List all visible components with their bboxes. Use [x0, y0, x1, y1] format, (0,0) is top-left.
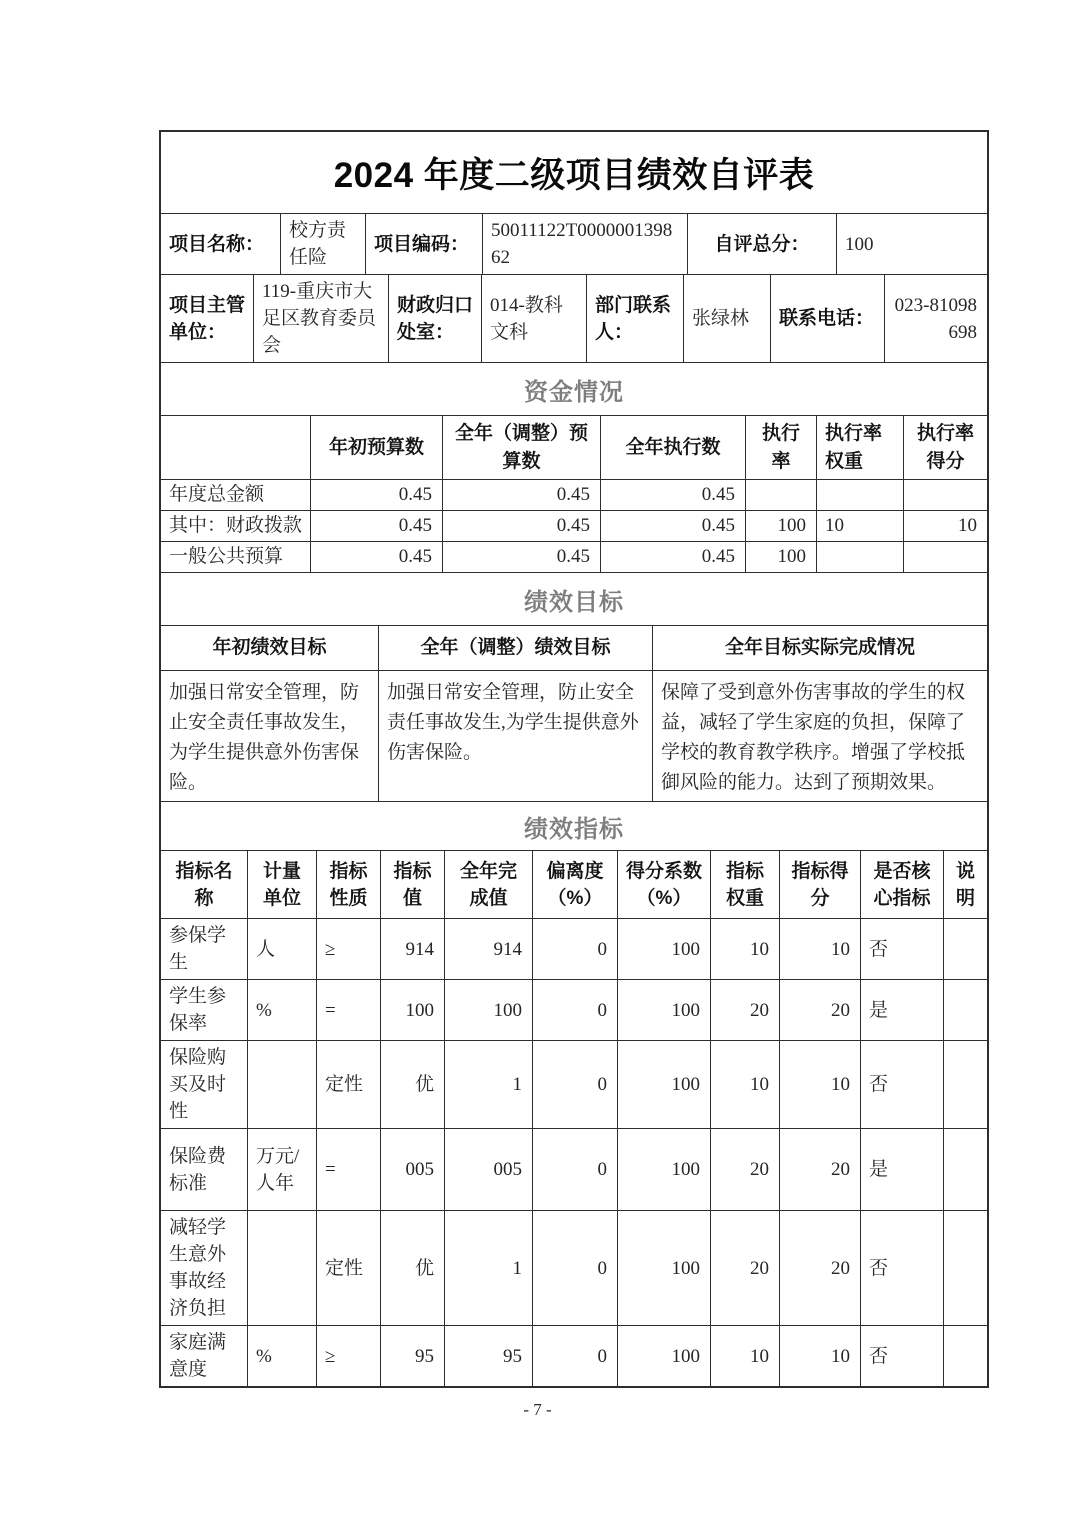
data-cell: 100 [618, 1211, 711, 1325]
col-header-cell: 是否核心指标 [861, 851, 944, 918]
indicator-name-cell: 保险费标准 [161, 1129, 248, 1210]
data-cell: 0 [533, 980, 618, 1040]
info-row-1 [161, 214, 987, 275]
label-cell-contact-person: 部门联系人： [587, 275, 684, 362]
label-cell-project-name: 项目名称： [161, 214, 281, 274]
data-cell [944, 1041, 987, 1128]
col-header-cell: 执行率权重 [817, 416, 904, 479]
data-cell: 10 [817, 511, 904, 541]
goal-text-actual: 保障了受到意外伤害事故的学生的权益，减轻了学生家庭的负担，保障了学校的教育教学秩序。增强了学校抵御风险的能力。达到了预期效果。 [661, 682, 966, 793]
data-cell: 100 [618, 1129, 711, 1210]
col-header-cell: 年初预算数 [311, 416, 443, 479]
label-cell-project-code: 项目编码： [366, 214, 483, 274]
section-title-funds: 资金情况 [524, 378, 624, 406]
data-cell: 优 [381, 1211, 445, 1325]
indicator-name-cell: 保险购买及时性 [161, 1041, 248, 1128]
indicator-row [161, 1129, 987, 1211]
data-cell: 10 [780, 1041, 861, 1128]
col-header-cell: 指标权重 [711, 851, 780, 918]
data-cell: 定性 [317, 1041, 381, 1128]
data-cell: 否 [861, 1326, 944, 1386]
col-header-cell: 全年完成值 [445, 851, 533, 918]
data-cell: 1 [445, 1041, 533, 1128]
data-cell [944, 1129, 987, 1210]
data-cell [248, 1041, 317, 1128]
data-cell: 0 [533, 1326, 618, 1386]
data-cell [904, 542, 987, 572]
value-cell-project-code: 50011122T000000139862 [483, 214, 688, 274]
row-label-cell: 其中：财政拨款 [161, 511, 311, 541]
data-cell [817, 480, 904, 510]
data-cell: 万元/人年 [248, 1129, 317, 1210]
funds-row-public-budget [161, 542, 987, 573]
col-header-cell: 全年执行数 [601, 416, 746, 479]
data-cell: 10 [958, 515, 977, 536]
data-cell: = [317, 980, 381, 1040]
data-cell: 0.45 [311, 480, 443, 510]
data-cell: 914 [445, 919, 533, 979]
value-cell-supervisor-unit: 119-重庆市大足区教育委员会 [254, 275, 389, 362]
col-header-cell: 指标名称 [161, 851, 248, 918]
value-cell-project-name: 校方责任险 [281, 214, 366, 274]
indicator-row [161, 919, 987, 980]
label-cell-finance-office: 财政归口处室： [389, 275, 482, 362]
data-cell: 10 [711, 1041, 780, 1128]
value-cell-contact-person: 张绿林 [684, 275, 771, 362]
label-cell-self-score: 自评总分： [688, 214, 837, 274]
data-cell: 100 [381, 980, 445, 1040]
data-cell: 1 [445, 1211, 533, 1325]
data-cell: 100 [618, 980, 711, 1040]
data-cell: % [248, 1326, 317, 1386]
indicator-name-cell: 参保学生 [161, 919, 248, 979]
data-cell: 95 [381, 1326, 445, 1386]
data-cell: 10 [780, 919, 861, 979]
info-row-2 [161, 275, 987, 363]
data-cell: 是 [861, 980, 944, 1040]
data-cell: 否 [861, 919, 944, 979]
data-cell: 0 [533, 919, 618, 979]
row-label-cell: 年度总金额 [161, 480, 311, 510]
col-header-cell: 偏离度（%） [533, 851, 618, 918]
data-cell: 100 [746, 511, 817, 541]
indicator-row [161, 1326, 987, 1386]
goal-text-adjusted: 加强日常安全管理，防止安全责任事故发生,为学生提供意外伤害保险。 [379, 671, 653, 801]
section-band-goals [161, 573, 987, 626]
data-cell [944, 919, 987, 979]
data-cell [746, 480, 817, 510]
col-header-cell [161, 416, 311, 479]
data-cell: 0 [533, 1129, 618, 1210]
label-cell-supervisor-unit: 项目主管单位： [161, 275, 254, 362]
value-cell-phone: 023-81098698 [894, 294, 977, 343]
funds-row-fiscal [161, 511, 987, 542]
page-number: - 7 - [523, 1400, 552, 1419]
col-header-cell: 计量单位 [248, 851, 317, 918]
data-cell: 0.45 [601, 480, 746, 510]
data-cell: 0.45 [601, 542, 746, 572]
section-band-indicators [161, 802, 987, 851]
data-cell: 0.45 [311, 511, 443, 541]
data-cell: 是 [861, 1129, 944, 1210]
data-cell: 0.45 [311, 542, 443, 572]
title-row [161, 132, 987, 214]
col-header-cell: 指标性质 [317, 851, 381, 918]
data-cell [944, 1326, 987, 1386]
data-cell: 20 [711, 1211, 780, 1325]
indicator-row [161, 1211, 987, 1326]
value-cell-finance-office: 014-教科文科 [482, 275, 587, 362]
col-header-cell: 全年（调整）预算数 [443, 416, 601, 479]
goal-text-initial: 加强日常安全管理，防止安全责任事故发生，为学生提供意外伤害保险。 [161, 671, 379, 801]
data-cell: 优 [381, 1041, 445, 1128]
col-header-cell: 全年（调整）绩效目标 [379, 626, 653, 670]
data-cell: 0.45 [443, 480, 601, 510]
funds-header-row [161, 416, 987, 480]
form-title: 2024 年度二级项目绩效自评表 [333, 155, 815, 195]
col-header-cell: 全年目标实际完成情况 [724, 637, 915, 658]
goals-header-row [161, 626, 987, 671]
section-band-funds [161, 363, 987, 416]
data-cell: 0.45 [443, 511, 601, 541]
col-header-cell: 指标得分 [780, 851, 861, 918]
col-header-cell: 指标值 [381, 851, 445, 918]
data-cell [944, 980, 987, 1040]
section-title-indicators: 绩效指标 [524, 815, 624, 843]
col-header-cell: 得分系数（%） [618, 851, 711, 918]
data-cell: 20 [780, 1129, 861, 1210]
data-cell: 100 [618, 1326, 711, 1386]
data-cell: 否 [861, 1211, 944, 1325]
data-cell: 10 [711, 1326, 780, 1386]
value-cell-self-score: 100 [845, 233, 874, 255]
section-title-goals: 绩效目标 [524, 588, 624, 616]
evaluation-table [159, 130, 989, 1388]
indicator-name-cell: 减轻学生意外事故经济负担 [161, 1211, 248, 1325]
data-cell: 0.45 [443, 542, 601, 572]
data-cell: ≥ [317, 1326, 381, 1386]
indicator-row [161, 980, 987, 1041]
data-cell: 100 [746, 542, 817, 572]
indicator-row [161, 1041, 987, 1129]
data-cell: 20 [711, 1129, 780, 1210]
data-cell: 0 [533, 1211, 618, 1325]
data-cell: = [317, 1129, 381, 1210]
data-cell: 10 [711, 919, 780, 979]
col-header-cell: 说明 [955, 860, 975, 909]
data-cell: ≥ [317, 919, 381, 979]
data-cell: 0 [533, 1041, 618, 1128]
data-cell: 100 [445, 980, 533, 1040]
data-cell: 定性 [317, 1211, 381, 1325]
data-cell: 100 [618, 1041, 711, 1128]
goals-content-row [161, 671, 987, 802]
data-cell [904, 480, 987, 510]
data-cell: 0.45 [601, 511, 746, 541]
data-cell [944, 1211, 987, 1325]
data-cell [248, 1211, 317, 1325]
funds-row-total [161, 480, 987, 511]
data-cell: 005 [445, 1129, 533, 1210]
indicators-header-row [161, 851, 987, 919]
data-cell: 20 [780, 1211, 861, 1325]
col-header-cell: 执行率得分 [916, 422, 974, 472]
col-header-cell: 执行率 [746, 416, 817, 479]
data-cell: 否 [861, 1041, 944, 1128]
data-cell: 100 [618, 919, 711, 979]
col-header-cell: 年初绩效目标 [161, 626, 379, 670]
data-cell: 20 [780, 980, 861, 1040]
data-cell: 人 [248, 919, 317, 979]
data-cell: % [248, 980, 317, 1040]
data-cell: 10 [780, 1326, 861, 1386]
data-cell: 914 [381, 919, 445, 979]
indicator-name-cell: 家庭满意度 [161, 1326, 248, 1386]
data-cell: 20 [711, 980, 780, 1040]
indicator-name-cell: 学生参保率 [161, 980, 248, 1040]
row-label-cell: 一般公共预算 [161, 542, 311, 572]
data-cell [817, 542, 904, 572]
data-cell: 95 [445, 1326, 533, 1386]
label-cell-phone: 联系电话： [771, 275, 885, 362]
data-cell: 005 [381, 1129, 445, 1210]
